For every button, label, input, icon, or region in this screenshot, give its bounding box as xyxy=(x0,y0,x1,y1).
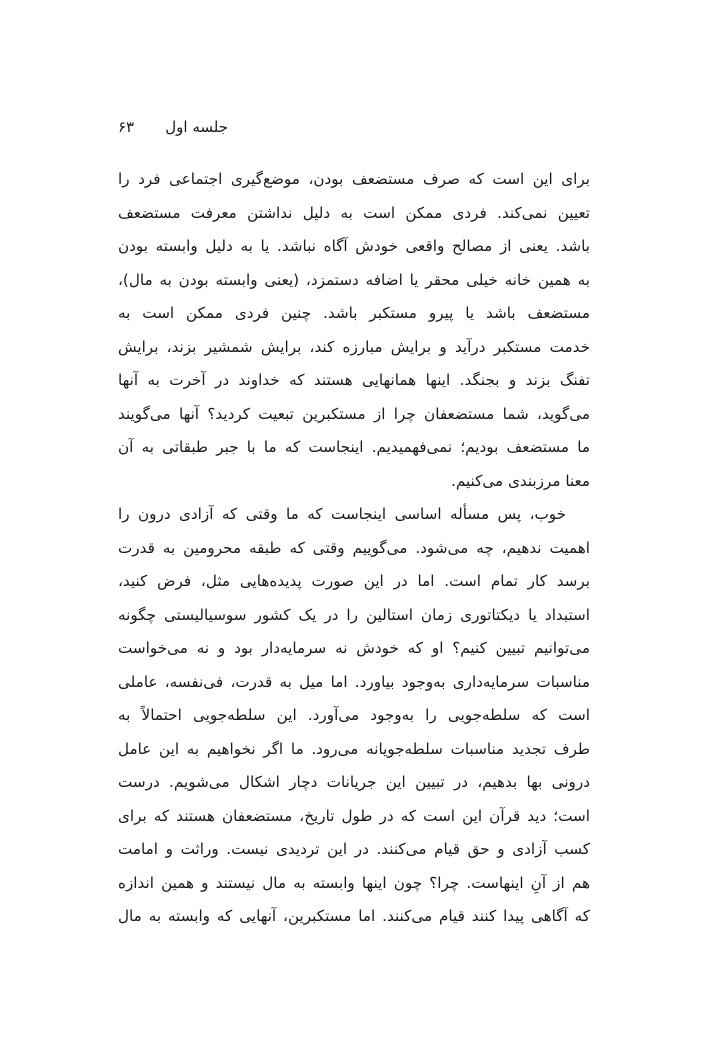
text-line: می‌توانیم تبیین کنیم؟ او که خودش نه سرمایه‌دار بود و نه می‌خواست xyxy=(118,639,590,657)
text-line: به همین خانه خیلی محقر یا اضافه دستمزد، (یعنی وابسته بودن به مال)، xyxy=(118,270,590,289)
text-line: طرف تجدید مناسبات سلطه‌جویانه می‌رود. ما اگر نخواهیم به این عامل xyxy=(118,739,590,758)
text-line: خدمت مستکبر درآید و برایش مبارزه کند، برایش شمشیر بزند، برایش xyxy=(118,337,590,356)
text-line: باشد. یعنی از مصالح واقعی خودش آگاه نباشد. یا به دلیل وابسته بودن xyxy=(118,237,590,255)
text-line: است؛ دید قرآن این است که در طول تاریخ، مستضعفان هستند که برای xyxy=(118,806,590,825)
text-line: است که سلطه‌جویی را به‌وجود می‌آورد. این سلطه‌جویی احتمالاً به xyxy=(118,706,590,724)
paragraph-1 xyxy=(118,163,590,498)
text-line: درونی بها بدهیم، در تبیین این جریانات دچار اشکال می‌شویم. درست xyxy=(118,773,590,791)
text-line: برای این است که صرف مستضعف بودن، موضع‌گیری اجتماعی فرد را xyxy=(118,170,590,188)
text-line: خوب، پس مسأله اساسی اینجاست که ما وقتی که آزادی درون را xyxy=(118,505,566,523)
body-text xyxy=(118,163,590,934)
text-line: استبداد یا دیکتاتوری زمان استالین را در یک کشور سوسیالیستی چگونه xyxy=(118,605,590,624)
text-line: که آگاهی پیدا کنند قیام می‌کنند. اما مستکبرین، آنهایی که وابسته به مال xyxy=(118,907,590,925)
text-line: معنا مرزبندی می‌کنیم. xyxy=(451,471,590,490)
paragraph-2 xyxy=(118,498,590,934)
text-line: برسد کار تمام است. اما در این صورت پدیده‌هایی مثل، فرض کنید، xyxy=(118,572,590,590)
text-line: تفنگ بزند و بجنگد. اینها همانهایی هستند که خداوند در آخرت به آنها xyxy=(118,371,590,389)
text-line: هم از آنِ اینهاست. چرا؟ چون اینها وابسته به مال نیستند و همین اندازه xyxy=(118,873,590,892)
text-line: مناسبات سرمایه‌داری به‌وجود بیاورد. اما میل به قدرت، فی‌نفسه، عاملی xyxy=(118,672,590,691)
text-line: می‌گوید، شما مستضعفان چرا از مستکبرین تبعیت کردید؟ آنها می‌گویند xyxy=(118,404,590,423)
text-line: اهمیت ندهیم، چه می‌شود. می‌گوییم وقتی که طبقه محرومین به قدرت xyxy=(118,538,590,557)
chapter-title: جلسه اول xyxy=(165,118,228,136)
text-line: ما مستضعف بودیم؛ نمی‌فهمیدیم. اینجاست که ما با جبر طبقاتی به آن xyxy=(118,438,590,456)
page-number: ۶۳ xyxy=(118,118,135,136)
text-line: تعیین نمی‌کند. فردی ممکن است به دلیل نداشتن معرفت مستضعف xyxy=(118,203,590,222)
text-line: مستضعف باشد یا پیرو مستکبر باشد. چنین فردی ممکن است به xyxy=(118,304,590,322)
running-header xyxy=(118,118,228,136)
text-line: کسب آزادی و حق قیام می‌کنند. در این تردیدی نیست. وراثت و امامت xyxy=(118,840,590,858)
